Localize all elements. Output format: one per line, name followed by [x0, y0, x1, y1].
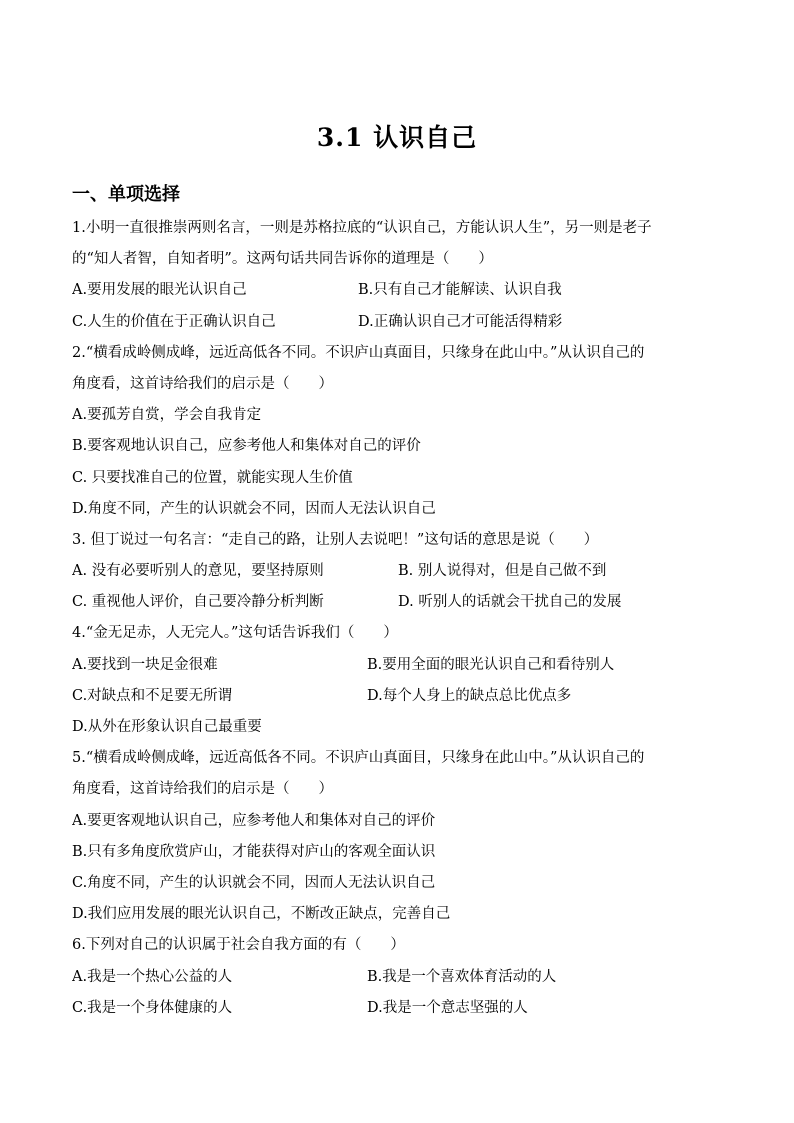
question-2-option-d: D.角度不同，产生的认识就会不同，因而人无法认识自己: [72, 500, 436, 517]
question-2-stem-line-1: 2.“横看成岭侧成峰，远近高低各不同。不识庐山真面目，只缘身在此山中。”从认识自己的: [72, 344, 645, 361]
question-1-option-c: C.人生的价值在于正确认识自己: [72, 313, 276, 330]
question-4-option-d-extra: D.从外在形象认识自己最重要: [72, 719, 262, 735]
question-4-option-c: C.对缺点和不足要无所谓: [72, 687, 233, 704]
question-6-stem: 6.下列对自己的认识属于社会自我方面的有（ ）: [72, 937, 405, 954]
question-3-stem: 3. 但丁说过一句名言：“走自己的路，让别人去说吧！”这句话的意思是说（ ）: [72, 531, 599, 548]
question-2-stem-line-2: 角度看，这首诗给我们的启示是（ ）: [72, 375, 333, 392]
question-4-stem: 4.“金无足赤，人无完人。”这句话告诉我们（ ）: [72, 625, 398, 642]
question-5-option-d: D.我们应用发展的眼光认识自己，不断改正缺点，完善自己: [72, 906, 451, 923]
question-1-options-row-1: [72, 275, 724, 306]
question-3-option-d: D. 听别人的话就会干扰自己的发展: [398, 594, 622, 611]
question-2-option-b: B.要客观地认识自己，应参考他人和集体对自己的评价: [72, 438, 421, 455]
question-5-option-b: B.只有多角度欣赏庐山，才能获得对庐山的客观全面认识: [72, 843, 436, 860]
question-1-option-b: B.只有自己才能解读、认识自我: [358, 282, 562, 299]
question-6-option-b: B.我是一个喜欢体育活动的人: [367, 968, 557, 985]
question-3-options-row-1: [72, 556, 724, 587]
question-3-options-row-2: [72, 587, 724, 618]
question-6-options-row-2: [72, 993, 724, 1024]
question-5-stem-line-1: 5.“横看成岭侧成峰，远近高低各不同。不识庐山真面目，只缘身在此山中。”从认识自己的: [72, 750, 645, 767]
question-4-option-a: A.要找到一块足金很难: [72, 656, 218, 673]
question-1-stem-line-1: 1.小明一直很推崇两则名言，一则是苏格拉底的“认识自己，方能认识人生”，另一则是老子: [72, 220, 652, 236]
question-5-option-a: A.要更客观地认识自己，应参考他人和集体对自己的评价: [72, 812, 436, 829]
question-4-options-row-2: [72, 681, 724, 712]
question-3-option-c: C. 重视他人评价，自己要冷静分析判断: [72, 594, 324, 611]
question-list: [72, 213, 724, 1024]
section-heading: 一、单项选择: [72, 184, 180, 205]
question-1-stem-line-2: 的“知人者智，自知者明”。这两句话共同告诉你的道理是（ ）: [72, 251, 493, 268]
page-title: 3.1 认识自己: [316, 123, 478, 152]
question-1-options-row-2: [72, 307, 724, 338]
question-1-option-a: A.要用发展的眼光认识自己: [72, 282, 247, 299]
question-3-option-b: B. 别人说得对，但是自己做不到: [398, 563, 607, 580]
question-6-option-a: A.我是一个热心公益的人: [72, 968, 233, 985]
question-1-option-d: D.正确认识自己才可能活得精彩: [358, 313, 563, 330]
question-6-options-row-1: [72, 962, 724, 993]
question-3-option-a: A. 没有必要听别人的意见，要坚持原则: [72, 563, 324, 580]
question-6-option-c: C.我是一个身体健康的人: [72, 999, 233, 1016]
question-2-option-c: C. 只要找准自己的位置，就能实现人生价值: [72, 469, 353, 486]
question-5-stem-line-2: 角度看，这首诗给我们的启示是（ ）: [72, 781, 333, 798]
question-4-option-b: B.要用全面的眼光认识自己和看待别人: [367, 656, 615, 673]
question-4-option-d: D.每个人身上的缺点总比优点多: [367, 687, 572, 704]
question-5-option-c: C.角度不同，产生的认识就会不同，因而人无法认识自己: [72, 874, 436, 891]
question-4-options-row-1: [72, 650, 724, 681]
question-6-option-d: D.我是一个意志坚强的人: [367, 999, 528, 1016]
question-2-option-a: A.要孤芳自赏，学会自我肯定: [72, 407, 262, 424]
